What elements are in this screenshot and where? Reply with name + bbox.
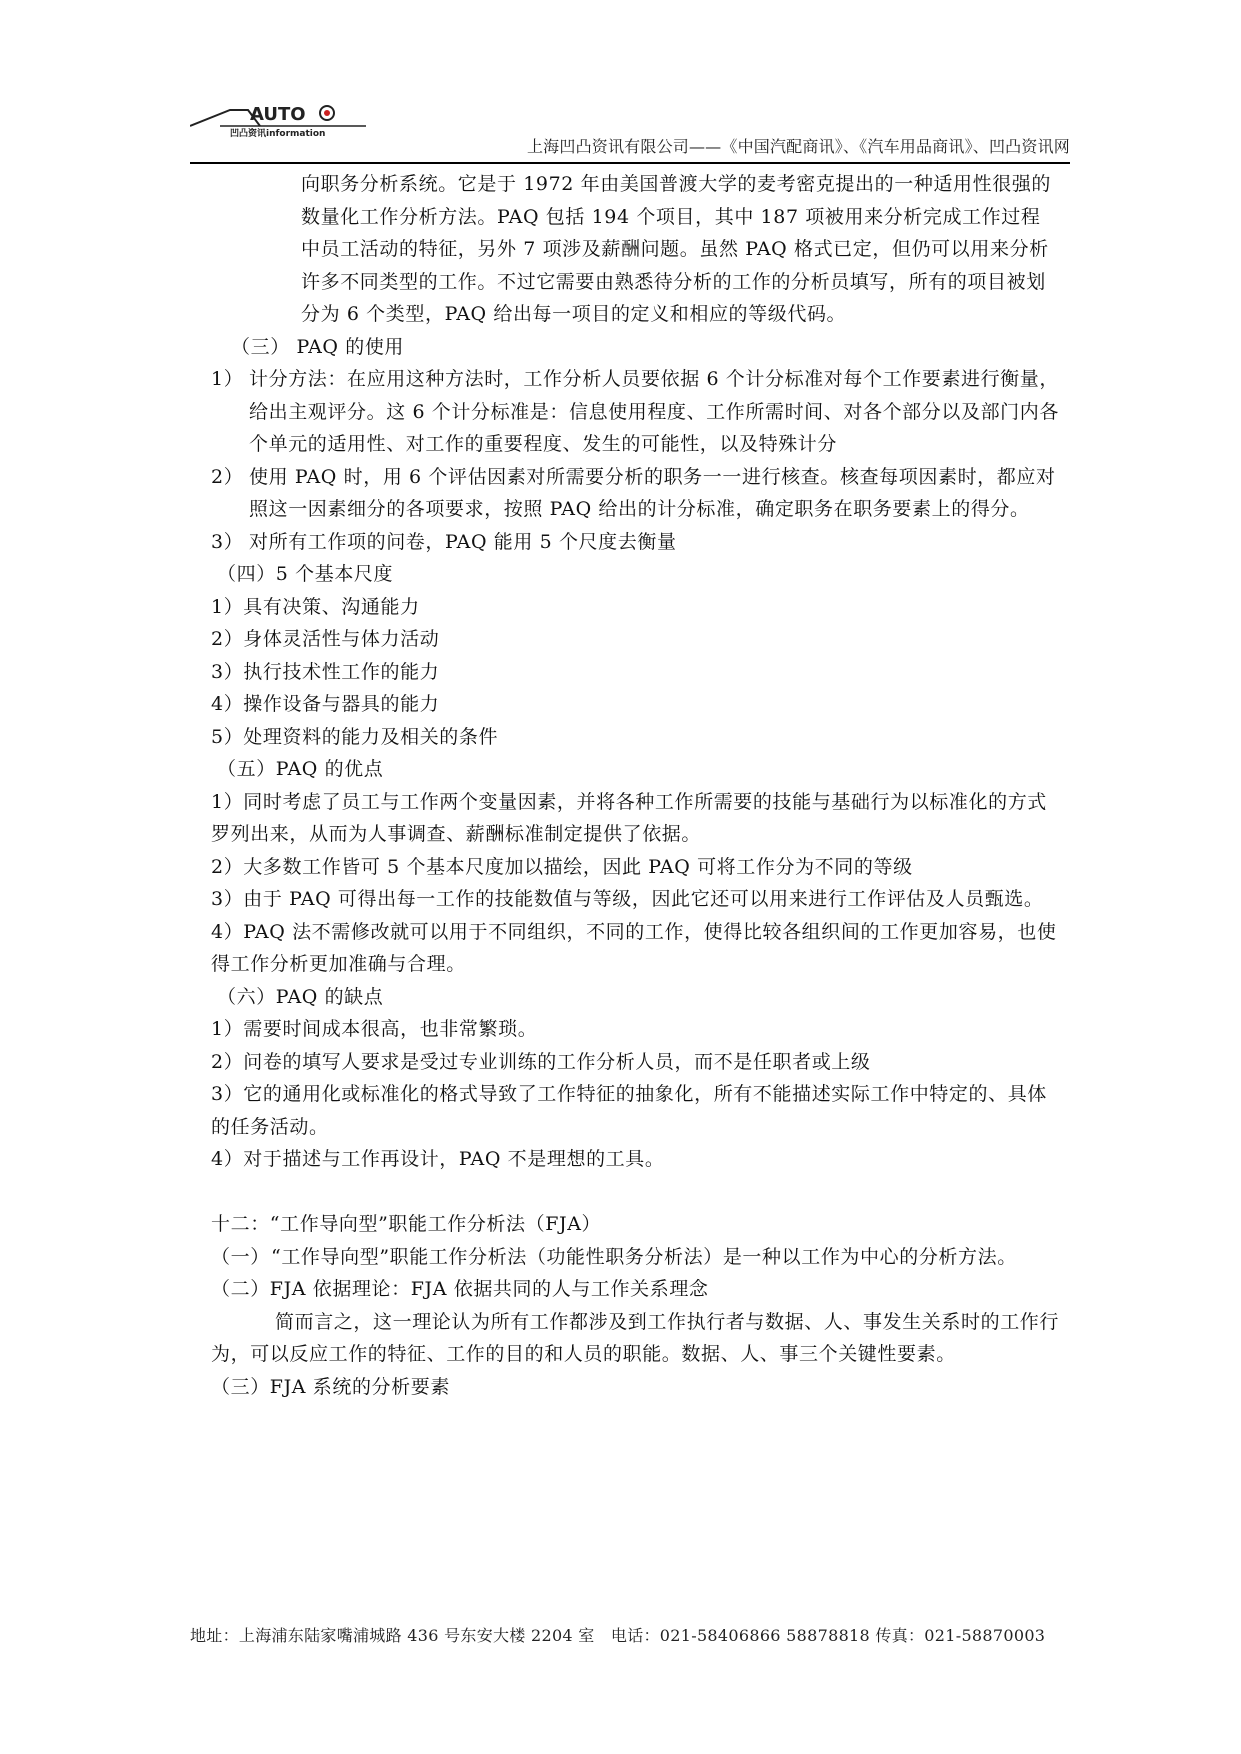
list-item: 1）同时考虑了员工与工作两个变量因素，并将各种工作所需要的技能与基础行为以标准化的方式罗列出来，从而为人事调查、薪酬标准制定提供了依据。 — [211, 790, 1047, 845]
blank-line — [211, 1176, 1059, 1209]
section6-title: （六）PAQ 的缺点 — [217, 985, 384, 1008]
list-item: 4）对于描述与工作再设计，PAQ 不是理想的工具。 — [211, 1148, 665, 1170]
list-item: 1） 计分方法：在应用这种方法时，工作分析人员要依据 6 个计分标准对每个工作要素进行衡量，给出主观评分。这 6 个计分标准是：信息使用程度、工作所需时间、对各个部分以及部门内各个单元的适用性、对工作的重要程度、发生的可能性，以及特殊计分 — [211, 368, 1059, 455]
list-item: 2）大多数工作皆可 5 个基本尺度加以描绘，因此 PAQ 可将工作分为不同的等级 — [211, 855, 913, 878]
section5-title: （五）PAQ 的优点 — [217, 758, 384, 780]
page-header — [190, 100, 1070, 166]
list-item: 4）PAQ 法不需修改就可以用于不同组织，不同的工作，使得比较各组织间的工作更加容易，也使得工作分析更加准确与合理。 — [211, 920, 1057, 975]
list-item: 2） 使用 PAQ 时，用 6 个评估因素对所需要分析的职务一一进行核查。核查每项因素时，都应对照这一因素细分的各项要求，按照 PAQ 给出的计分标准，确定职务在职务要素上的得分。 — [211, 465, 1056, 520]
list-item: 3）由于 PAQ 可得出每一工作的技能数值与等级，因此它还可以用来进行工作评估及人员甄选。 — [211, 888, 1044, 910]
page-footer-address: 地址：上海浦东陆家嘴浦城路 436 号东安大楼 2204 室 电话：021-58406866 58878818 传真：021-58870003 — [190, 1626, 1046, 1645]
logo-subtext: 凹凸资讯information — [230, 129, 326, 139]
intro-paragraph: 向职务分析系统。它是于 1972 年由美国普渡大学的麦考密克提出的一种适用性很强的数量化工作分析方法。PAQ 包括 194 个项目，其中 187 项被用来分析完成工作过程中员工活动的特征，另外 7 项涉及薪酬问题。虽然 PAQ 格式已定，但仍可以用来分析许多不同类型的工作。不过它需要由熟悉待分析的工作的分析员填写，所有的项目被划分为 6 个类型，PAQ 给出每一项目的定义和相应的等级代码。 — [301, 173, 1052, 325]
body-paragraph: 简而言之，这一理论认为所有工作都涉及到工作执行者与数据、人、事发生关系时的工作行为，可以反应工作的特征、工作的目的和人员的职能。数据、人、事三个关键性要素。 — [211, 1310, 1060, 1365]
list-item: 1）需要时间成本很高，也非常繁琐。 — [211, 1018, 538, 1040]
section12-title: 十二：“工作导向型”职能工作分析法（FJA） — [211, 1213, 602, 1235]
list-item: 1）具有决策、沟通能力 — [211, 595, 420, 618]
list-item: （三）FJA 系统的分析要素 — [211, 1375, 450, 1398]
list-item: 2）问卷的填写人要求是受过专业训练的工作分析人员，而不是任职者或上级 — [211, 1050, 871, 1073]
logo-text: AUTO — [250, 104, 306, 125]
section4-title: （四）5 个基本尺度 — [217, 563, 394, 585]
document-body — [211, 168, 1059, 1403]
list-item: （二）FJA 依据理论：FJA 依据共同的人与工作关系理念 — [211, 1278, 709, 1300]
company-logo — [190, 100, 370, 140]
header-divider — [190, 162, 1070, 164]
list-item: 2）身体灵活性与体力活动 — [211, 628, 440, 650]
list-item: 3）执行技术性工作的能力 — [211, 660, 440, 683]
section3-title: （三） PAQ 的使用 — [231, 335, 405, 358]
list-item: 3） 对所有工作项的问卷，PAQ 能用 5 个尺度去衡量 — [211, 530, 677, 553]
list-item: 4）操作设备与器具的能力 — [211, 693, 440, 715]
list-item: （一） “工作导向型”职能工作分析法（功能性职务分析法）是一种以工作为中心的分析方法。 — [211, 1245, 1017, 1268]
list-item: 3）它的通用化或标准化的格式导致了工作特征的抽象化，所有不能描述实际工作中特定的、具体的任务活动。 — [211, 1083, 1047, 1138]
list-item: 5）处理资料的能力及相关的条件 — [211, 725, 499, 748]
header-company-line: 上海凹凸资讯有限公司——《中国汽配商讯》、《汽车用品商讯》、凹凸资讯网 — [526, 137, 1070, 156]
